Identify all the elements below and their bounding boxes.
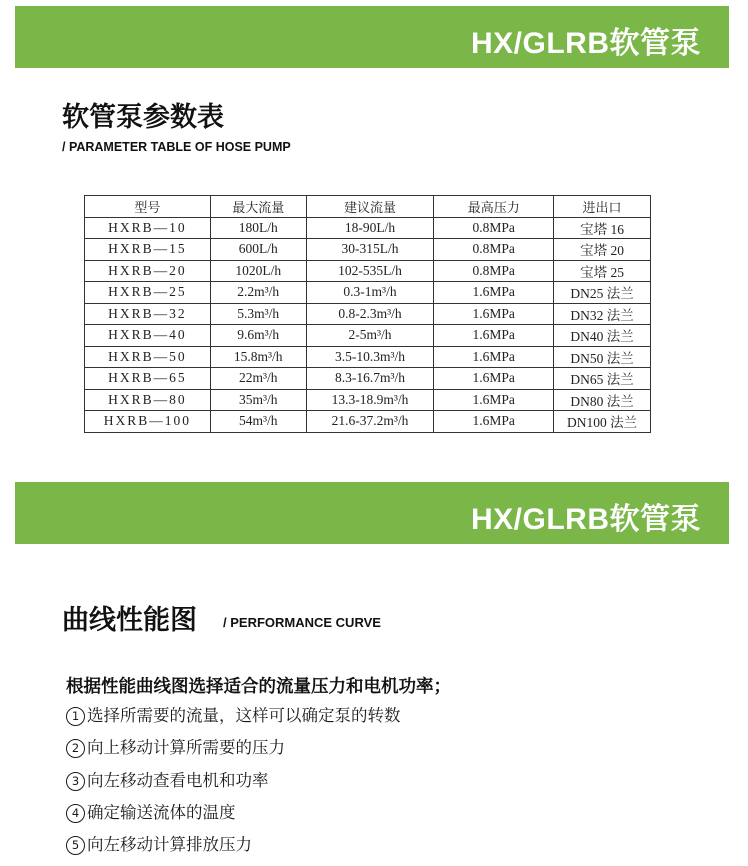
cell-max-flow: 54m³/h <box>210 411 306 433</box>
cell-max-pressure: 1.6MPa <box>434 368 554 390</box>
list-item <box>66 705 401 737</box>
step-number-badge: 3 <box>66 772 85 791</box>
cell-max-pressure: 1.6MPa <box>434 325 554 347</box>
performance-section-subtitle: / PERFORMANCE CURVE <box>223 615 381 630</box>
table-row <box>85 368 651 390</box>
step-text: 向左移动查看电机和功率 <box>87 770 269 790</box>
cell-max-flow: 15.8m³/h <box>210 346 306 368</box>
cell-max-flow: 180L/h <box>210 217 306 239</box>
table-row <box>85 239 651 261</box>
list-item <box>66 737 401 769</box>
cell-max-pressure: 1.6MPa <box>434 346 554 368</box>
header-suggested-flow: 建议流量 <box>306 196 434 218</box>
cell-max-pressure: 1.6MPa <box>434 411 554 433</box>
cell-port: 宝塔 25 <box>554 260 651 282</box>
cell-max-flow: 2.2m³/h <box>210 282 306 304</box>
top-banner <box>15 6 729 68</box>
cell-model: HXRB—32 <box>85 303 211 325</box>
step-number-badge: 5 <box>66 836 85 855</box>
table-row <box>85 282 651 304</box>
cell-port: DN32 法兰 <box>554 303 651 325</box>
header-model: 型号 <box>85 196 211 218</box>
list-item <box>66 802 401 834</box>
cell-model: HXRB—50 <box>85 346 211 368</box>
cell-port: DN25 法兰 <box>554 282 651 304</box>
cell-model: HXRB—80 <box>85 389 211 411</box>
cell-max-flow: 5.3m³/h <box>210 303 306 325</box>
table-header-row <box>85 196 651 218</box>
cell-suggested-flow: 21.6-37.2m³/h <box>306 411 434 433</box>
parameter-section-title: 软管泵参数表 <box>62 102 224 133</box>
cell-port: DN50 法兰 <box>554 346 651 368</box>
performance-steps-list <box>66 705 401 866</box>
header-max-pressure: 最高压力 <box>434 196 554 218</box>
step-text: 确定输送流体的温度 <box>87 802 236 822</box>
cell-suggested-flow: 3.5-10.3m³/h <box>306 346 434 368</box>
cell-model: HXRB—25 <box>85 282 211 304</box>
step-number-badge: 1 <box>66 707 85 726</box>
table-row <box>85 303 651 325</box>
table-row <box>85 325 651 347</box>
cell-max-flow: 9.6m³/h <box>210 325 306 347</box>
banner-title: HX/GLRB软管泵 <box>471 503 701 536</box>
cell-port: DN65 法兰 <box>554 368 651 390</box>
step-number-badge: 4 <box>66 804 85 823</box>
table-row <box>85 411 651 433</box>
cell-model: HXRB—65 <box>85 368 211 390</box>
cell-max-pressure: 1.6MPa <box>434 303 554 325</box>
cell-max-pressure: 0.8MPa <box>434 217 554 239</box>
performance-section-title: 曲线性能图 <box>62 605 197 636</box>
cell-port: DN40 法兰 <box>554 325 651 347</box>
cell-max-flow: 35m³/h <box>210 389 306 411</box>
cell-model: HXRB—100 <box>85 411 211 433</box>
performance-guide-heading: 根据性能曲线图选择适合的流量压力和电机功率； <box>66 677 451 697</box>
header-max-flow: 最大流量 <box>210 196 306 218</box>
step-text: 向上移动计算所需要的压力 <box>87 738 285 758</box>
step-number-badge: 2 <box>66 739 85 758</box>
cell-model: HXRB—10 <box>85 217 211 239</box>
cell-suggested-flow: 8.3-16.7m³/h <box>306 368 434 390</box>
list-item <box>66 834 401 866</box>
cell-suggested-flow: 13.3-18.9m³/h <box>306 389 434 411</box>
table-row <box>85 346 651 368</box>
cell-max-flow: 22m³/h <box>210 368 306 390</box>
cell-suggested-flow: 0.8-2.3m³/h <box>306 303 434 325</box>
cell-max-pressure: 1.6MPa <box>434 389 554 411</box>
parameter-table <box>84 195 651 433</box>
banner-title: HX/GLRB软管泵 <box>471 27 701 60</box>
table-row <box>85 217 651 239</box>
cell-max-pressure: 1.6MPa <box>434 282 554 304</box>
cell-model: HXRB—15 <box>85 239 211 261</box>
cell-suggested-flow: 18-90L/h <box>306 217 434 239</box>
parameter-section-subtitle: / PARAMETER TABLE OF HOSE PUMP <box>62 140 291 154</box>
step-text: 选择所需要的流量，这样可以确定泵的转数 <box>87 706 401 725</box>
cell-suggested-flow: 30-315L/h <box>306 239 434 261</box>
list-item <box>66 770 401 802</box>
cell-max-flow: 600L/h <box>210 239 306 261</box>
cell-max-pressure: 0.8MPa <box>434 260 554 282</box>
cell-max-flow: 1020L/h <box>210 260 306 282</box>
header-port: 进出口 <box>554 196 651 218</box>
cell-port: 宝塔 16 <box>554 217 651 239</box>
cell-port: DN100 法兰 <box>554 411 651 433</box>
cell-suggested-flow: 102-535L/h <box>306 260 434 282</box>
cell-port: 宝塔 20 <box>554 239 651 261</box>
step-text: 向左移动计算排放压力 <box>87 835 252 855</box>
cell-suggested-flow: 0.3-1m³/h <box>306 282 434 304</box>
cell-suggested-flow: 2-5m³/h <box>306 325 434 347</box>
cell-port: DN80 法兰 <box>554 389 651 411</box>
table-row <box>85 389 651 411</box>
cell-max-pressure: 0.8MPa <box>434 239 554 261</box>
middle-banner <box>15 482 729 544</box>
cell-model: HXRB—20 <box>85 260 211 282</box>
table-row <box>85 260 651 282</box>
cell-model: HXRB—40 <box>85 325 211 347</box>
